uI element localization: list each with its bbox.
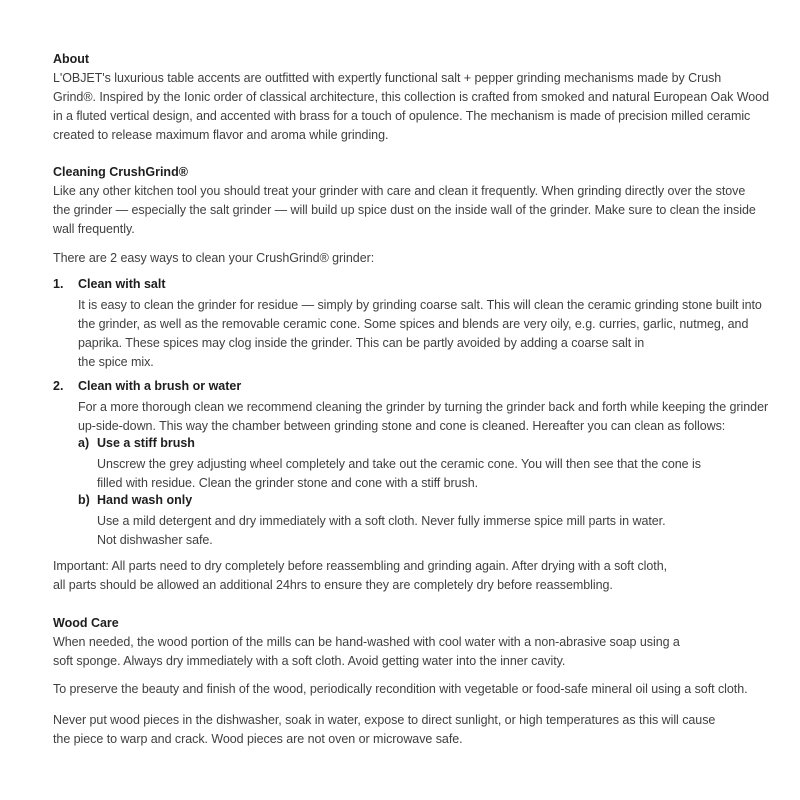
text-line: Like any other kitchen tool you should treat your grinder with care and clean it frequently. When grinding directly over the stove (53, 184, 746, 198)
text-line: It is easy to clean the grinder for residue — simply by grinding coarse salt. This will clean the ceramic grinding stone built into (78, 298, 762, 312)
text-line: up-side-down. This way the chamber between grinding stone and cone is cleaned. Hereafter you can clean as follows: (78, 419, 726, 433)
text-line: the spice mix. (78, 355, 154, 369)
sub-item-letter: a) (78, 436, 90, 450)
cleaning-paragraph (53, 182, 756, 239)
text-line: L'OBJET's luxurious table accents are outfitted with expertly functional salt + pepper grinding mechanisms made by Crush (53, 71, 722, 85)
text-line: Use a mild detergent and dry immediately with a soft cloth. Never fully immerse spice mill parts in water. (97, 514, 666, 528)
cleaning-intro: There are 2 easy ways to clean your CrushGrind® grinder: (53, 251, 375, 265)
text-line: Not dishwasher safe. (97, 533, 213, 547)
text-line: Grind®. Inspired by the Ionic order of classical architecture, this collection is crafted from smoked and natural European Oak Wood (53, 90, 769, 104)
list-item-body (78, 398, 768, 436)
list-number: 1. (53, 277, 64, 291)
sub-item-letter: b) (78, 493, 90, 507)
text-line: paprika. These spices may clog inside the grinder. This can be partly avoided by adding a coarse salt in (78, 336, 645, 350)
cleaning-heading: Cleaning CrushGrind® (53, 165, 188, 179)
text-line: in a fluted vertical design, and accented with brass for a touch of opulence. The mechanism is made of precision milled ceramic (53, 109, 751, 123)
important-note (53, 557, 753, 595)
wood-care-paragraph-1 (53, 633, 753, 671)
text-line: For a more thorough clean we recommend cleaning the grinder by turning the grinder back and forth while keeping the grinder (78, 400, 769, 414)
sub-item-title: Use a stiff brush (97, 436, 195, 450)
text-line: created to release maximum flavor and aroma while grinding. (53, 128, 389, 142)
text-line: filled with residue. Clean the grinder stone and cone with a stiff brush. (97, 476, 479, 490)
text-line: To preserve the beauty and finish of the wood, periodically recondition with vegetable or food-safe mineral oil using a soft cloth. (53, 682, 748, 696)
text-line: Important: All parts need to dry completely before reassembling and grinding again. After drying with a soft cloth, (53, 559, 668, 573)
text-line: wall frequently. (53, 222, 135, 236)
list-item-title: Clean with salt (78, 277, 166, 291)
sub-item-body (97, 512, 666, 550)
about-heading: About (53, 52, 90, 66)
text-line: the grinder, as well as the removable ceramic cone. Some spices and blends are very oily, e.g. curries, garlic, nutmeg, and (78, 317, 749, 331)
list-number: 2. (53, 379, 64, 393)
wood-care-paragraph-3 (53, 711, 753, 749)
sub-item-body (97, 455, 701, 493)
list-item-body (78, 296, 762, 372)
wood-care-heading: Wood Care (53, 616, 119, 630)
about-paragraph (53, 69, 769, 145)
sub-item-title: Hand wash only (97, 493, 193, 507)
text-line: Never put wood pieces in the dishwasher, soak in water, expose to direct sunlight, or high temperatures as this will cause (53, 713, 716, 727)
text-line: the grinder — especially the salt grinder — will build up spice dust on the inside wall of the grinder. Make sure to clean the inside (53, 203, 756, 217)
text-line: soft sponge. Always dry immediately with a soft cloth. Avoid getting water into the inner cavity. (53, 654, 566, 668)
text-line: all parts should be allowed an additional 24hrs to ensure they are completely dry before reassembling. (53, 578, 613, 592)
text-line: the piece to warp and crack. Wood pieces are not oven or microwave safe. (53, 732, 463, 746)
wood-care-paragraph-2 (53, 680, 753, 699)
list-item-title: Clean with a brush or water (78, 379, 242, 393)
text-line: Unscrew the grey adjusting wheel completely and take out the ceramic cone. You will then see that the cone is (97, 457, 701, 471)
text-line: When needed, the wood portion of the mills can be hand-washed with cool water with a non-abrasive soap using a (53, 635, 680, 649)
